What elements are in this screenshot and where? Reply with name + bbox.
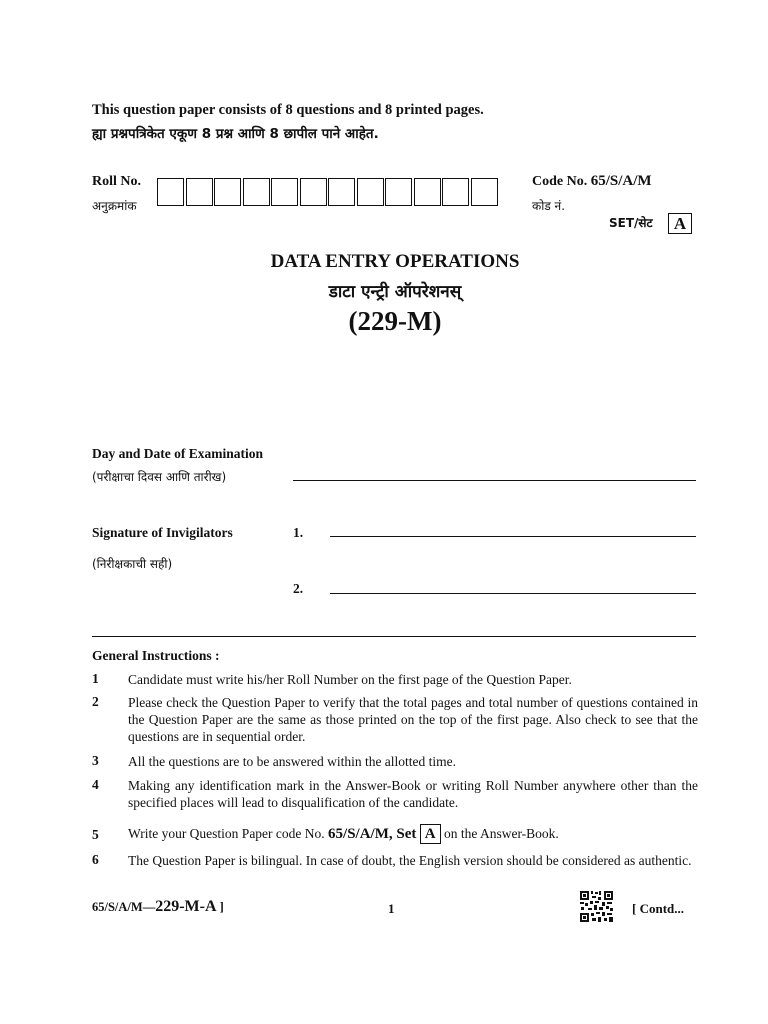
roll-number-box[interactable] xyxy=(243,178,270,206)
footer-code-prefix: 65/S/A/M— xyxy=(92,900,156,914)
instruction-text: Making any identification mark in the Answer-Book or writing Roll Number anywhere other than the specified places will lead to disqualification of the candidate. xyxy=(128,778,698,810)
continued-label: [ Contd... xyxy=(632,901,685,916)
roll-number-box[interactable] xyxy=(214,178,241,206)
section-divider xyxy=(92,636,696,637)
roll-number-box[interactable] xyxy=(271,178,298,206)
code-no xyxy=(532,173,652,190)
paper-info-english: This question paper consists of 8 questions and 8 printed pages. xyxy=(92,102,484,118)
roll-number-box[interactable] xyxy=(186,178,213,206)
exam-date-label: Day and Date of Examination xyxy=(92,446,264,461)
instruction-set-box: A xyxy=(420,824,441,844)
signature-number-2: 2. xyxy=(293,581,304,596)
code-no-label-marathi: कोड नं. xyxy=(532,199,566,213)
roll-number-box[interactable] xyxy=(385,178,412,206)
roll-number-box[interactable] xyxy=(471,178,498,206)
footer-code-suffix: ] xyxy=(216,900,224,914)
subject-title-marathi: डाटा एन्ट्री ऑपरेशनस् xyxy=(328,282,462,302)
roll-no-label: Roll No. xyxy=(92,174,141,189)
footer-code xyxy=(92,898,224,916)
roll-no-label-marathi: अनुक्रमांक xyxy=(92,199,137,213)
invigilator-signature-label-marathi: (निरीक्षकाची सही) xyxy=(92,557,173,571)
instruction-text: Please check the Question Paper to verify that the total pages and total number of questions contained in the Question Paper are the same as those printed on the top of the first page. Also check to see that the questions are in sequential order. xyxy=(128,695,698,744)
instruction-text: All the questions are to be answered within the allotted time. xyxy=(128,754,457,769)
instruction-number: 1 xyxy=(92,671,99,686)
subject-title: DATA ENTRY OPERATIONS xyxy=(270,251,520,272)
instruction-code: 65/S/A/M, Set xyxy=(328,826,417,842)
instruction-number: 6 xyxy=(92,852,99,867)
exam-date-label-marathi: (परीक्षाचा दिवस आणि तारीख) xyxy=(92,470,227,484)
subject-code: (229-M) xyxy=(348,306,442,336)
instruction-number: 4 xyxy=(92,777,99,792)
code-no-label: Code No. xyxy=(532,174,588,189)
roll-number-box[interactable] xyxy=(414,178,441,206)
invigilator-signature-label: Signature of Invigilators xyxy=(92,525,233,540)
signature-number-1: 1. xyxy=(293,525,304,540)
exam-date-line[interactable] xyxy=(293,480,696,481)
roll-number-box[interactable] xyxy=(357,178,384,206)
roll-number-box[interactable] xyxy=(157,178,184,206)
instruction-text: The Question Paper is bilingual. In case of doubt, the English version should be considered as authentic. xyxy=(128,853,692,868)
set-label: SET/सेट xyxy=(609,216,653,230)
instruction-number: 2 xyxy=(92,694,99,709)
page-number: 1 xyxy=(388,901,395,916)
footer-code-main: 229-M-A xyxy=(155,898,217,915)
qr-code-icon xyxy=(579,890,614,923)
instruction-number: 5 xyxy=(92,827,99,842)
instruction-number: 3 xyxy=(92,753,99,768)
set-value-box: A xyxy=(668,213,692,234)
instruction-text: Candidate must write his/her Roll Number on the first page of the Question Paper. xyxy=(128,672,572,687)
roll-number-box[interactable] xyxy=(300,178,327,206)
signature-line-1[interactable] xyxy=(330,536,696,537)
roll-number-box[interactable] xyxy=(328,178,355,206)
signature-line-2[interactable] xyxy=(330,593,696,594)
paper-info-marathi: ह्या प्रश्नपत्रिकेत एकूण 8 प्रश्न आणि 8 छापील पाने आहेत. xyxy=(92,126,379,142)
roll-number-box[interactable] xyxy=(442,178,469,206)
instruction-text-b: on the Answer-Book. xyxy=(443,826,559,841)
instruction-text-a: Write your Question Paper code No. xyxy=(128,826,325,841)
instructions-heading: General Instructions : xyxy=(92,648,220,663)
code-no-value: 65/S/A/M xyxy=(590,173,652,189)
roll-number-boxes xyxy=(157,178,499,206)
instruction-text-code xyxy=(128,823,559,845)
